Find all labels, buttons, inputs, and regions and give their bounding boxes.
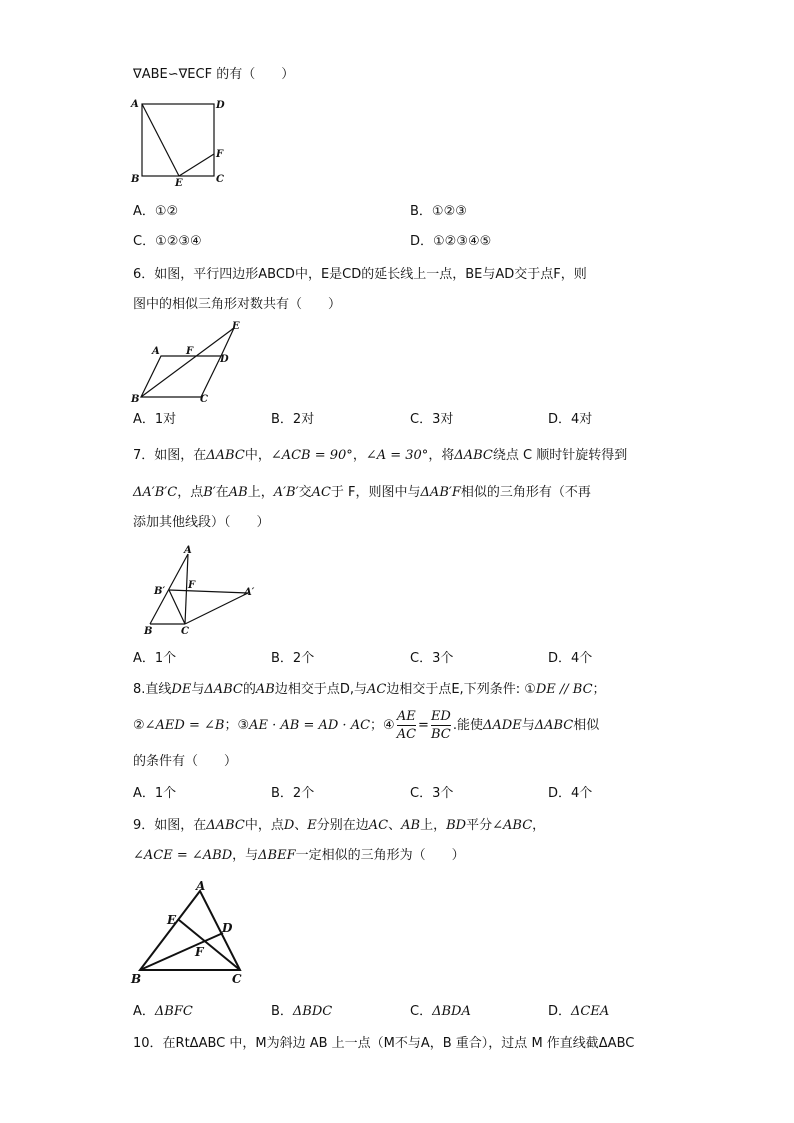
fig5-label-a: A — [131, 99, 139, 110]
q9-math: ∠ABC — [492, 818, 533, 833]
q7-math: AB — [228, 485, 248, 500]
fig5-label-e: E — [175, 178, 183, 188]
fig9-label-c: C — [232, 972, 242, 986]
q7-math: ΔA′B′C — [133, 485, 178, 500]
q8-math: ∠AED = ∠B — [144, 718, 225, 733]
option-letter: D． — [548, 1004, 572, 1019]
q9-text: ， — [532, 818, 546, 833]
fig5-label-b: B — [131, 174, 140, 185]
q7-option-c[interactable]: C．3个 — [410, 651, 454, 666]
q9-text: 、 — [388, 818, 402, 833]
q9-text: 分别在边 — [316, 818, 369, 833]
option-math: ΔCEA — [571, 1004, 610, 1019]
q8-option-d[interactable]: D．4个 — [548, 786, 593, 801]
q5-option-b[interactable]: B．①②③ — [410, 204, 467, 219]
q9-math: E — [307, 818, 317, 833]
fig6-label-c: C — [200, 394, 208, 405]
option-math: ΔBFC — [154, 1004, 193, 1019]
q7-text: ，将 — [428, 448, 455, 463]
q8-fraction-ae-ac — [397, 708, 416, 743]
q7-math: ∠ACB = 90° — [270, 448, 353, 463]
fig7-label-a: A — [184, 545, 192, 556]
q7-text: 在 — [215, 485, 229, 500]
fig6-label-f: F — [186, 346, 194, 357]
q8-math: AB — [255, 682, 275, 697]
option-math: ΔBDC — [292, 1004, 333, 1019]
q9-math: BD — [446, 818, 467, 833]
q7-text: ，点 — [177, 485, 204, 500]
q6-option-a[interactable]: A．1对 — [133, 412, 177, 427]
q8-line1 — [133, 681, 606, 699]
q10-line1: 10．在RtΔABC 中，M为斜边 AB 上一点（M不与A，B 重合），过点 M 作直线截ΔABC — [133, 1036, 635, 1051]
q9-text: ，与 — [232, 848, 259, 863]
q5-option-d[interactable]: D．①②③④⑤ — [410, 234, 492, 249]
q7-option-a[interactable]: A．1个 — [133, 651, 177, 666]
fig9-label-e: E — [167, 913, 177, 927]
q8-option-c[interactable]: C．3个 — [410, 786, 454, 801]
q8-text: .能使 — [452, 718, 483, 733]
q7-line1 — [133, 447, 627, 465]
q9-math: AB — [401, 818, 421, 833]
q7-math: ∠A = 30° — [365, 448, 429, 463]
q6-option-b[interactable]: B．2对 — [271, 412, 315, 427]
q7-text: 相似的三角形有（不再 — [460, 485, 591, 500]
q8-line2 — [133, 708, 599, 744]
q9-text: 上， — [420, 818, 447, 833]
q8-math: DE — [171, 682, 192, 697]
q8-option-a[interactable]: A．1个 — [133, 786, 177, 801]
fig9-label-d: D — [222, 921, 233, 935]
q7-math: ΔABC — [206, 448, 245, 463]
q9-math: AC — [368, 818, 389, 833]
q8-option-b[interactable]: B．2个 — [271, 786, 315, 801]
fig5-label-c: C — [216, 174, 224, 185]
q7-math: ΔABC — [454, 448, 493, 463]
q7-option-b[interactable]: B．2个 — [271, 651, 315, 666]
fig5-label-d: D — [216, 100, 225, 111]
q7-math: A′B′ — [273, 485, 299, 500]
q8-text: 边相交于点D,与 — [274, 682, 367, 697]
q7-text: 交 — [298, 485, 312, 500]
q5-stem: ∇ABE∽∇ECF 的有（ ） — [133, 67, 295, 82]
fraction-numerator: AE — [396, 709, 416, 724]
q7-option-d[interactable]: D．4个 — [548, 651, 593, 666]
q9-text: 一定相似的三角形为（ ） — [295, 848, 465, 863]
q9-option-a[interactable] — [133, 1003, 193, 1021]
q9-math: ΔABC — [206, 818, 245, 833]
q9-option-c[interactable] — [410, 1003, 471, 1021]
q7-text: 中， — [244, 448, 271, 463]
q8-text: = — [418, 718, 429, 733]
q8-text: 边相交于点E,下列条件: ① — [386, 682, 536, 697]
q8-math: ΔABC — [204, 682, 243, 697]
q7-line3: 添加其他线段）（ ） — [133, 515, 270, 530]
q8-text: 的 — [242, 682, 256, 697]
q9-line1 — [133, 817, 545, 835]
q6-option-c[interactable]: C．3对 — [410, 412, 454, 427]
option-letter: A． — [133, 1004, 155, 1019]
fraction-denominator: BC — [431, 727, 451, 742]
fig7-label-ap: A′ — [244, 587, 255, 598]
q8-text: ；③ — [224, 718, 250, 733]
q8-math: AC — [367, 682, 387, 697]
q8-math: ΔADE — [483, 718, 522, 733]
q7-text: 于 F，则图中与 — [330, 485, 421, 500]
q7-text: 7．如图，在 — [133, 448, 207, 463]
q8-text: 8.直线 — [133, 682, 172, 697]
q8-math: AE · AB = AD · AC — [249, 718, 371, 733]
q9-option-b[interactable] — [271, 1003, 332, 1021]
q9-option-d[interactable] — [548, 1003, 609, 1021]
q8-text: 与 — [521, 718, 535, 733]
fig9-label-f: F — [195, 945, 204, 959]
q9-text: 、 — [294, 818, 308, 833]
q7-math: ΔAB′F — [420, 485, 461, 500]
q8-text: 相似 — [573, 718, 600, 733]
q5-option-a[interactable]: A．①② — [133, 204, 179, 219]
fig6-label-a: A — [152, 346, 160, 357]
fraction-numerator: ED — [430, 709, 451, 724]
fig6-label-d: D — [220, 354, 229, 365]
q8-math: ΔABC — [534, 718, 574, 733]
q6-option-d[interactable]: D．4对 — [548, 412, 593, 427]
option-letter: B． — [271, 1004, 293, 1019]
fig9-label-b: B — [131, 972, 142, 986]
q7-text: 绕点 C 顺时针旋转得到 — [492, 448, 628, 463]
q6-line1: 6．如图，平行四边形ABCD中，E是CD的延长线上一点，BE与AD交于点F，则 — [133, 267, 587, 282]
q8-line3: 的条件有（ ） — [133, 754, 238, 769]
q9-text: 平分 — [466, 818, 493, 833]
q8-math: DE // BC — [535, 682, 593, 697]
q7-math: B′ — [203, 485, 216, 500]
q8-text: ；④ — [370, 718, 395, 733]
q8-fraction-ed-bc — [431, 708, 451, 743]
q9-line2 — [133, 847, 465, 865]
q9-math: ∠ACE = ∠ABD — [133, 848, 233, 863]
fig7-label-c: C — [181, 626, 189, 637]
fig9-label-a: A — [196, 879, 206, 893]
q8-text: ； — [592, 682, 606, 697]
option-letter: C． — [410, 1004, 433, 1019]
q7-text: ， — [352, 448, 366, 463]
q5-option-c[interactable]: C．①②③④ — [133, 234, 202, 249]
q8-text: 与 — [191, 682, 205, 697]
q6-line2: 图中的相似三角形对数共有（ ） — [133, 297, 342, 312]
q9-math: D — [283, 818, 295, 833]
q9-text: 9．如图，在 — [133, 818, 207, 833]
q8-text: ② — [133, 718, 145, 733]
q9-figure — [128, 878, 253, 988]
q9-math: ΔBEF — [258, 848, 296, 863]
fig6-label-e: E — [232, 321, 240, 332]
q9-text: 中，点 — [244, 818, 284, 833]
fig5-label-f: F — [216, 149, 224, 160]
q7-math: AC — [311, 485, 331, 500]
option-math: ΔBDA — [432, 1004, 471, 1019]
fig7-label-bp: B′ — [154, 586, 166, 597]
fig7-label-b: B — [144, 626, 153, 637]
q6-figure — [130, 318, 250, 406]
fraction-denominator: AC — [396, 727, 417, 742]
q7-line2 — [133, 484, 591, 502]
q5-figure — [128, 96, 228, 188]
fig7-label-f: F — [188, 580, 196, 591]
fig6-label-b: B — [131, 394, 140, 405]
q7-text: 上， — [247, 485, 274, 500]
q7-figure — [140, 543, 270, 638]
